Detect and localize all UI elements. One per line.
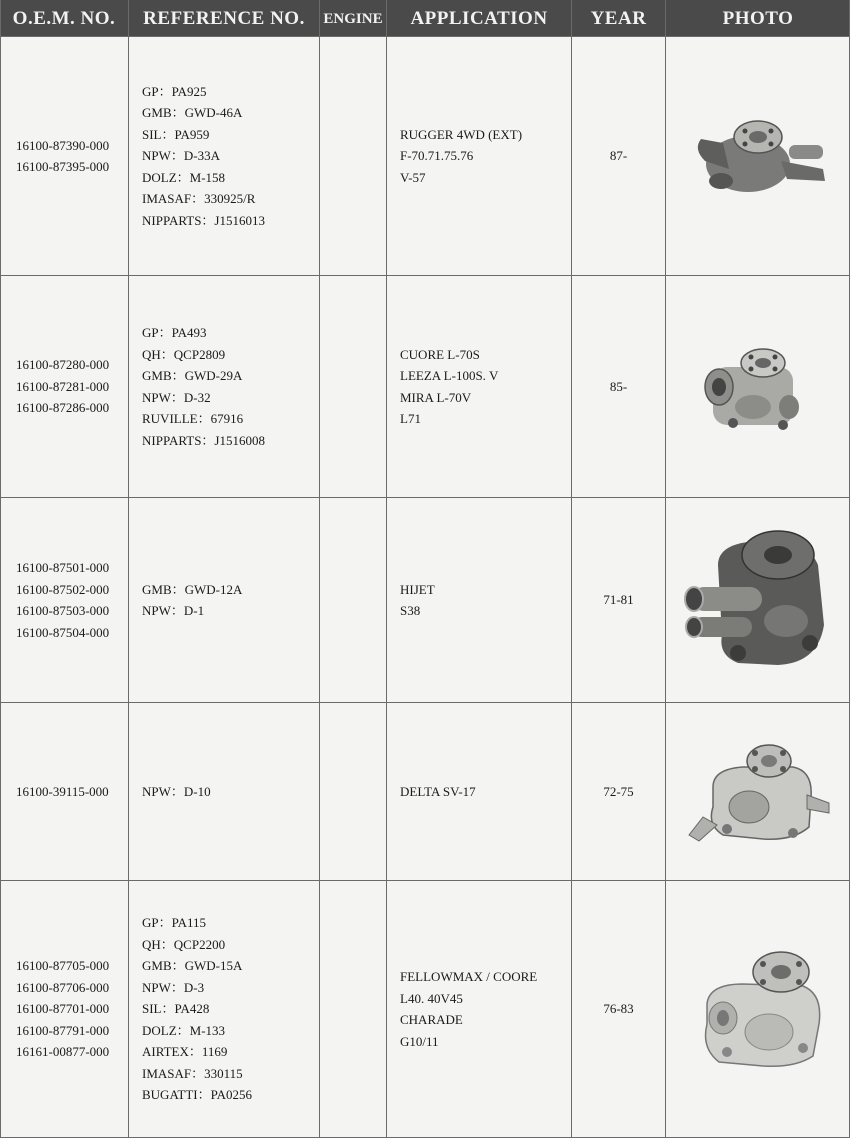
oem-number: 16100-87701-000 <box>16 1001 110 1017</box>
oem-numbers <box>16 276 126 497</box>
year-value: 85- <box>609 378 628 394</box>
oem-number: 16100-87286-000 <box>16 400 110 416</box>
reference-numbers <box>142 703 318 880</box>
header-photo: PHOTO <box>722 8 794 29</box>
application-line: S38 <box>400 603 421 618</box>
application <box>400 37 570 275</box>
reference-number: GMB：GWD-29A <box>142 368 243 383</box>
application-line: F-70.71.75.76 <box>400 148 474 164</box>
oem-number: 16100-87502-000 <box>16 581 110 597</box>
reference-number: AIRTEX：1169 <box>142 1044 228 1060</box>
oem-numbers <box>16 703 126 880</box>
water-pump-photo-icon <box>666 37 850 275</box>
reference-numbers <box>142 37 318 275</box>
oem-numbers <box>16 498 126 702</box>
table-row <box>0 276 850 497</box>
year <box>572 881 665 1137</box>
oem-number: 16100-87501-000 <box>16 560 110 575</box>
reference-number: GMB：GWD-12A <box>142 581 243 597</box>
header-year: YEAR <box>590 8 647 29</box>
reference-number: GP：PA493 <box>142 325 207 340</box>
application-line: RUGGER 4WD (EXT) <box>400 126 523 142</box>
reference-number: NPW：D-33A <box>142 148 220 164</box>
reference-number: NIPPARTS：J1516008 <box>142 432 265 448</box>
table-row <box>0 703 850 880</box>
reference-number: SIL：PA959 <box>142 126 210 142</box>
oem-number: 16100-87706-000 <box>16 979 110 995</box>
oem-number: 16100-87791-000 <box>16 1022 110 1038</box>
reference-number: NIPPARTS：J1516013 <box>142 212 265 228</box>
application-line: MIRA L-70V <box>400 389 472 405</box>
oem-number: 16100-87395-000 <box>16 159 110 174</box>
reference-number: GMB：GWD-15A <box>142 958 243 974</box>
application-line: L71 <box>400 411 421 426</box>
oem-number: 16100-87281-000 <box>16 378 110 394</box>
year <box>572 703 665 880</box>
year-value: 72-75 <box>603 783 634 799</box>
reference-number: DOLZ：M-158 <box>142 169 226 185</box>
application-line: LEEZA L-100S. V <box>400 368 499 383</box>
reference-number: NPW：D-32 <box>142 389 211 405</box>
reference-numbers <box>142 276 318 497</box>
oem-number: 16100-87705-000 <box>16 958 110 974</box>
application <box>400 881 570 1137</box>
table-row <box>0 498 850 702</box>
application-line: DELTA SV-17 <box>400 783 476 799</box>
application-line: G10/11 <box>400 1033 439 1049</box>
year <box>572 276 665 497</box>
application <box>400 276 570 497</box>
water-pump-photo-icon <box>666 276 850 497</box>
oem-number: 16100-39115-000 <box>16 783 109 799</box>
reference-number: SIL：PA428 <box>142 1001 210 1017</box>
header-engine: ENGINE <box>323 11 383 27</box>
year <box>572 37 665 275</box>
application-line: FELLOWMAX / COORE <box>400 969 538 984</box>
table-row <box>0 881 850 1137</box>
reference-number: NPW：D-3 <box>142 979 205 995</box>
reference-numbers <box>142 881 318 1137</box>
application <box>400 703 570 880</box>
oem-numbers <box>16 37 126 275</box>
year-value: 71-81 <box>603 592 634 608</box>
reference-number: QH：QCP2200 <box>142 936 226 952</box>
reference-number: BUGATTI：PA0256 <box>142 1087 253 1103</box>
application-line: CHARADE <box>400 1012 463 1027</box>
header-reference: REFERENCE NO. <box>143 8 305 29</box>
year-value: 87- <box>609 148 628 164</box>
reference-number: GMB：GWD-46A <box>142 105 243 121</box>
year <box>572 498 665 702</box>
reference-number: GP：PA925 <box>142 83 207 99</box>
application <box>400 498 570 702</box>
reference-number: IMASAF：330115 <box>142 1065 243 1081</box>
table-row <box>0 37 850 275</box>
application-line: HIJET <box>400 581 435 597</box>
oem-number: 16161-00877-000 <box>16 1044 110 1060</box>
water-pump-photo-icon <box>666 498 850 702</box>
oem-number: 16100-87280-000 <box>16 357 110 373</box>
reference-number: NPW：D-10 <box>142 783 211 799</box>
reference-number: DOLZ：M-133 <box>142 1022 226 1038</box>
water-pump-photo-icon <box>666 703 850 880</box>
oem-number: 16100-87390-000 <box>16 137 110 153</box>
reference-number: NPW：D-1 <box>142 603 205 618</box>
header-oem: O.E.M. NO. <box>12 8 116 29</box>
reference-number: IMASAF：330925/R <box>142 191 256 207</box>
application-line: L40. 40V45 <box>400 990 463 1006</box>
reference-numbers <box>142 498 318 702</box>
oem-numbers <box>16 881 126 1137</box>
reference-number: RUVILLE：67916 <box>142 411 244 426</box>
application-line: V-57 <box>400 169 426 185</box>
oem-number: 16100-87503-000 <box>16 603 110 618</box>
application-line: CUORE L-70S <box>400 346 480 362</box>
year-value: 76-83 <box>603 1001 634 1017</box>
reference-number: GP：PA115 <box>142 915 207 931</box>
oem-number: 16100-87504-000 <box>16 624 110 640</box>
header-application: APPLICATION <box>410 8 548 29</box>
reference-number: QH：QCP2809 <box>142 346 226 362</box>
water-pump-photo-icon <box>666 881 850 1137</box>
